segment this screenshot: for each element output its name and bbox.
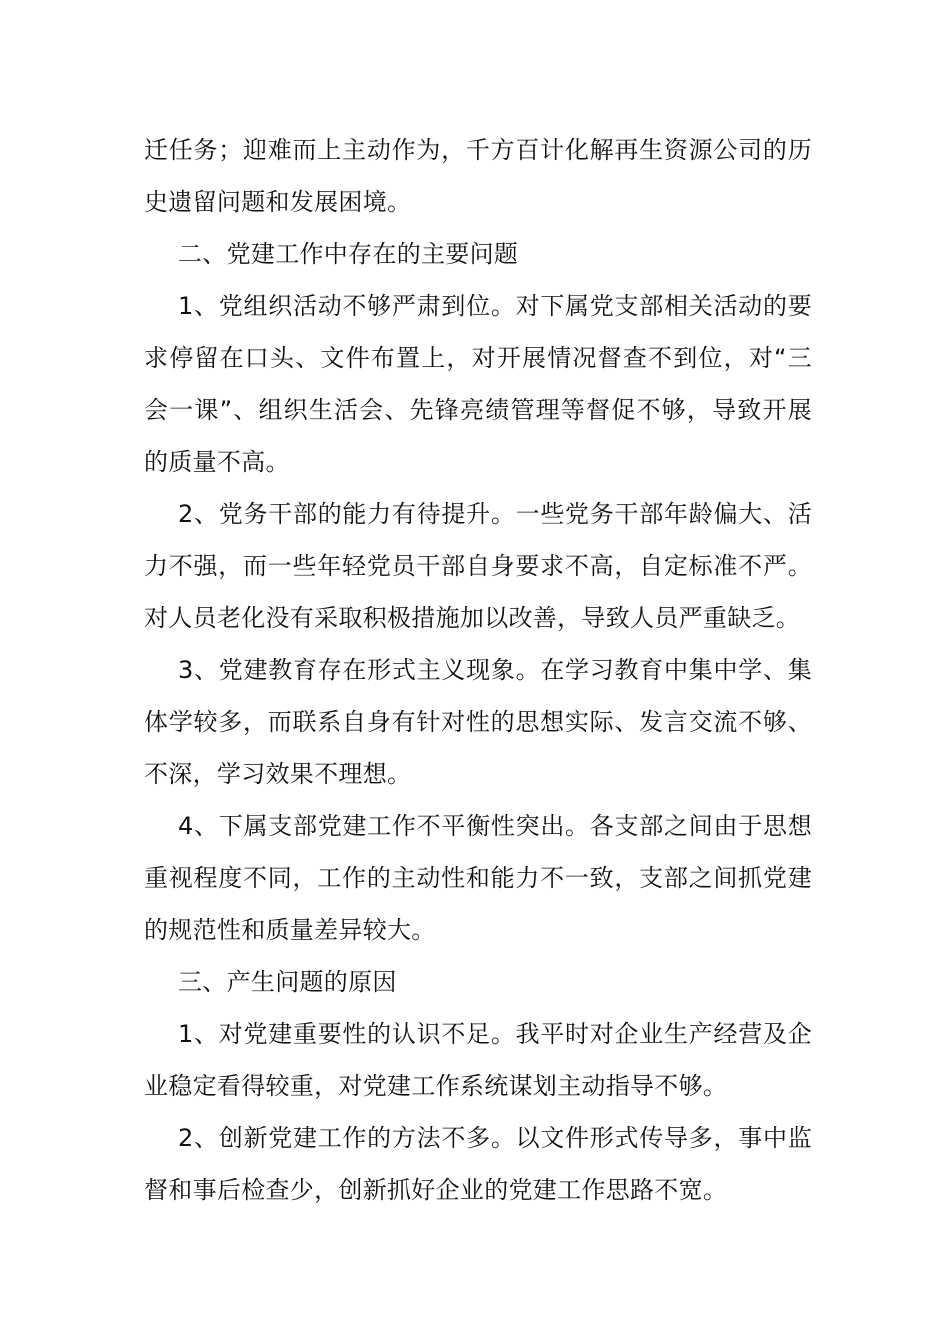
paragraph-issue-3: 3、党建教育存在形式主义现象。在学习教育中集中学、集体学较多，而联系自身有针对性的思想实际、发言交流不够、不深，学习效果不理想。 — [144, 656, 812, 788]
paragraph-issue-4: 4、下属支部党建工作不平衡性突出。各支部之间由于思想重视程度不同，工作的主动性和能力不一致，支部之间抓党建的规范性和质量差异较大。 — [144, 812, 812, 944]
paragraph-issue-1: 1、党组织活动不够严肃到位。对下属党支部相关活动的要求停留在口头、文件布置上，对开展情况督查不到位，对“三会一课”、组织生活会、先锋亮绩管理等督促不够，导致开展的质量不高。 — [144, 292, 812, 476]
paragraph-issue-2: 2、党务干部的能力有待提升。一些党务干部年龄偏大、活力不强，而一些年轻党员干部自身要求不高，自定标准不严。对人员老化没有采取积极措施加以改善，导致人员严重缺乏。 — [144, 500, 812, 632]
document-body — [144, 124, 812, 1216]
paragraph-continuation: 迁任务；迎难而上主动作为，千方百计化解再生资源公司的历史遗留问题和发展困境。 — [144, 136, 812, 216]
section-heading-3: 三、产生问题的原因 — [178, 968, 397, 996]
paragraph-cause-1: 1、对党建重要性的认识不足。我平时对企业生产经营及企业稳定看得较重，对党建工作系统谋划主动指导不够。 — [144, 1020, 812, 1100]
paragraph-cause-2: 2、创新党建工作的方法不多。以文件形式传导多，事中监督和事后检查少，创新抓好企业的党建工作思路不宽。 — [144, 1124, 812, 1204]
section-heading-2: 二、党建工作中存在的主要问题 — [178, 240, 519, 268]
